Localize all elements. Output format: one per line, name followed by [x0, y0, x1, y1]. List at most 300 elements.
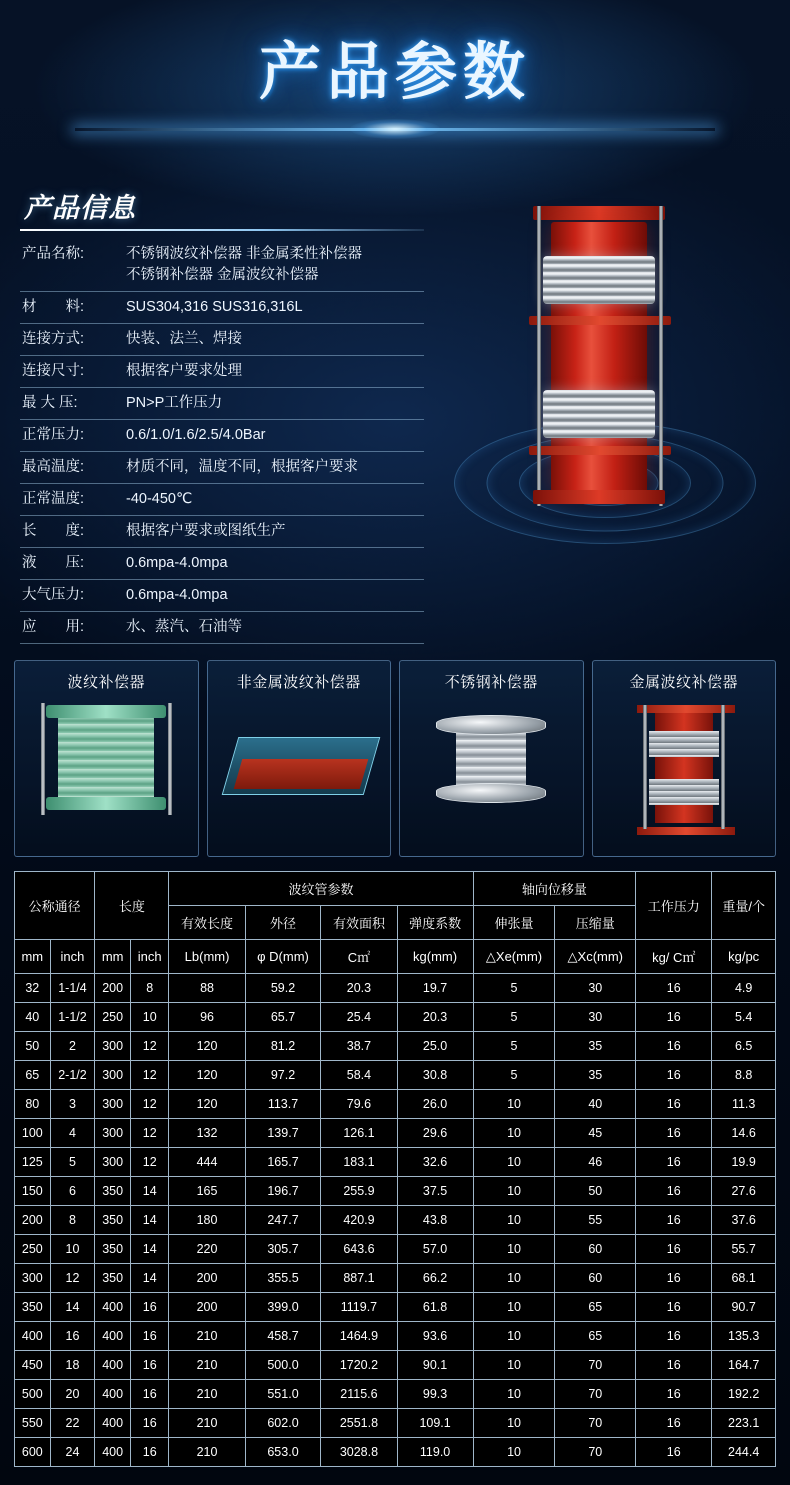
table-cell: 5 — [473, 974, 555, 1003]
table-cell: 14 — [130, 1206, 169, 1235]
table-cell: 27.6 — [712, 1177, 776, 1206]
product-info-left — [18, 180, 438, 644]
table-cell: 10 — [473, 1438, 555, 1467]
info-row — [20, 265, 424, 292]
table-cell: 30.8 — [397, 1061, 473, 1090]
table-cell: 210 — [169, 1322, 245, 1351]
table-cell: 150 — [15, 1177, 51, 1206]
table-cell: 100 — [15, 1119, 51, 1148]
table-cell: 80 — [15, 1090, 51, 1119]
table-cell: 244.4 — [712, 1438, 776, 1467]
table-cell: 45 — [555, 1119, 636, 1148]
table-cell: 120 — [169, 1061, 245, 1090]
th-unit: mm — [15, 940, 51, 974]
table-cell: 16 — [130, 1438, 169, 1467]
table-cell: 55 — [555, 1206, 636, 1235]
table-cell: 5.4 — [712, 1003, 776, 1032]
info-key-empty — [20, 265, 116, 292]
table-cell: 60 — [555, 1235, 636, 1264]
table-cell: 16 — [636, 1322, 712, 1351]
table-cell: 26.0 — [397, 1090, 473, 1119]
table-cell: 3028.8 — [321, 1438, 397, 1467]
info-value: 根据客户要求处理 — [116, 356, 424, 388]
th-bellows-params: 波纹管参数 — [169, 872, 473, 906]
table-cell: 2115.6 — [321, 1380, 397, 1409]
table-cell: 18 — [50, 1351, 95, 1380]
table-cell: 192.2 — [712, 1380, 776, 1409]
th-effective-length: 有效长度 — [169, 906, 245, 940]
table-cell: 400 — [15, 1322, 51, 1351]
spec-table — [14, 871, 776, 1467]
info-key: 产品名称: — [22, 246, 85, 262]
table-cell: 300 — [95, 1061, 131, 1090]
table-cell: 99.3 — [397, 1380, 473, 1409]
table-cell: 16 — [130, 1322, 169, 1351]
table-cell: 20.3 — [397, 1003, 473, 1032]
table-row — [15, 1206, 776, 1235]
table-cell: 210 — [169, 1380, 245, 1409]
table-cell: 40 — [15, 1003, 51, 1032]
table-cell: 135.3 — [712, 1322, 776, 1351]
heading-underline — [20, 229, 424, 231]
table-cell: 43.8 — [397, 1206, 473, 1235]
table-cell: 12 — [130, 1090, 169, 1119]
table-row — [15, 1351, 776, 1380]
th-unit: Lb(mm) — [169, 940, 245, 974]
table-row — [15, 1409, 776, 1438]
info-row — [20, 356, 424, 388]
table-cell: 12 — [130, 1119, 169, 1148]
table-cell: 57.0 — [397, 1235, 473, 1264]
table-cell: 90.1 — [397, 1351, 473, 1380]
th-compression: 压缩量 — [555, 906, 636, 940]
info-key: 材 料: — [20, 292, 116, 324]
table-cell: 350 — [95, 1177, 131, 1206]
table-cell: 16 — [130, 1409, 169, 1438]
table-cell: 887.1 — [321, 1264, 397, 1293]
table-cell: 300 — [95, 1119, 131, 1148]
table-cell: 10 — [473, 1264, 555, 1293]
table-cell: 450 — [15, 1351, 51, 1380]
table-cell: 10 — [473, 1322, 555, 1351]
table-cell: 10 — [473, 1235, 555, 1264]
table-cell: 16 — [130, 1293, 169, 1322]
table-cell: 444 — [169, 1148, 245, 1177]
table-cell: 79.6 — [321, 1090, 397, 1119]
table-row — [15, 1322, 776, 1351]
table-cell: 93.6 — [397, 1322, 473, 1351]
table-cell: 70 — [555, 1351, 636, 1380]
gallery-image-steel-bellows — [400, 697, 583, 850]
info-key: 液 压: — [20, 548, 116, 580]
table-cell: 551.0 — [245, 1380, 321, 1409]
table-cell: 200 — [169, 1293, 245, 1322]
table-cell: 16 — [636, 1061, 712, 1090]
info-row — [20, 612, 424, 644]
table-cell: 88 — [169, 974, 245, 1003]
table-cell: 643.6 — [321, 1235, 397, 1264]
table-cell: 5 — [473, 1003, 555, 1032]
info-row — [20, 452, 424, 484]
table-cell: 210 — [169, 1409, 245, 1438]
table-cell: 16 — [636, 974, 712, 1003]
table-cell: 200 — [169, 1264, 245, 1293]
table-cell: 40 — [555, 1090, 636, 1119]
table-cell: 37.5 — [397, 1177, 473, 1206]
table-cell: 16 — [636, 1438, 712, 1467]
table-cell: 350 — [15, 1293, 51, 1322]
table-cell: 70 — [555, 1409, 636, 1438]
table-cell: 2-1/2 — [50, 1061, 95, 1090]
hero-product-image — [430, 186, 780, 566]
table-cell: 20.3 — [321, 974, 397, 1003]
table-cell: 19.9 — [712, 1148, 776, 1177]
info-value: 水、蒸汽、石油等 — [116, 612, 424, 644]
table-cell: 300 — [95, 1032, 131, 1061]
table-row — [15, 1003, 776, 1032]
table-cell: 4 — [50, 1119, 95, 1148]
table-cell: 1464.9 — [321, 1322, 397, 1351]
info-key: 应 用: — [20, 612, 116, 644]
table-cell: 24 — [50, 1438, 95, 1467]
table-cell: 132 — [169, 1119, 245, 1148]
info-row — [20, 484, 424, 516]
table-cell: 250 — [95, 1003, 131, 1032]
table-cell: 8.8 — [712, 1061, 776, 1090]
table-cell: 6.5 — [712, 1032, 776, 1061]
info-key: 正常温度: — [20, 484, 116, 516]
th-extension: 伸张量 — [473, 906, 555, 940]
info-value: PN>P工作压力 — [116, 388, 424, 420]
product-info-table — [20, 239, 424, 644]
table-cell: 97.2 — [245, 1061, 321, 1090]
table-cell: 602.0 — [245, 1409, 321, 1438]
table-cell: 16 — [636, 1293, 712, 1322]
table-cell: 30 — [555, 974, 636, 1003]
table-cell: 16 — [636, 1264, 712, 1293]
table-cell: 16 — [636, 1409, 712, 1438]
table-cell: 247.7 — [245, 1206, 321, 1235]
table-cell: 35 — [555, 1032, 636, 1061]
table-cell: 10 — [473, 1206, 555, 1235]
table-cell: 10 — [473, 1380, 555, 1409]
th-unit: kg(mm) — [397, 940, 473, 974]
gallery-card[interactable] — [207, 660, 392, 857]
table-row — [15, 1293, 776, 1322]
spec-table-wrap — [0, 857, 790, 1485]
spec-table-body — [15, 974, 776, 1467]
gallery-card[interactable] — [399, 660, 584, 857]
table-row — [15, 1177, 776, 1206]
info-value-line2: 不锈钢补偿器 金属波纹补偿器 — [116, 265, 424, 292]
table-cell: 16 — [636, 1090, 712, 1119]
table-cell: 16 — [636, 1380, 712, 1409]
table-cell: 5 — [50, 1148, 95, 1177]
table-cell: 220 — [169, 1235, 245, 1264]
table-cell: 20 — [50, 1380, 95, 1409]
gallery-image-bellows-green — [15, 697, 198, 850]
table-cell: 120 — [169, 1032, 245, 1061]
table-cell: 305.7 — [245, 1235, 321, 1264]
table-cell: 399.0 — [245, 1293, 321, 1322]
th-unit: mm — [95, 940, 131, 974]
table-cell: 300 — [95, 1148, 131, 1177]
table-cell: 10 — [473, 1293, 555, 1322]
table-cell: 210 — [169, 1351, 245, 1380]
gallery-card-label: 金属波纹补偿器 — [629, 674, 738, 692]
table-cell: 400 — [95, 1380, 131, 1409]
table-cell: 10 — [473, 1351, 555, 1380]
table-row — [15, 1235, 776, 1264]
info-row — [20, 239, 424, 265]
table-cell: 400 — [95, 1351, 131, 1380]
table-cell: 50 — [555, 1177, 636, 1206]
table-cell: 8 — [130, 974, 169, 1003]
table-cell: 400 — [95, 1438, 131, 1467]
th-unit: △Xe(mm) — [473, 940, 555, 974]
table-cell: 65 — [15, 1061, 51, 1090]
table-cell: 350 — [95, 1264, 131, 1293]
info-value: 根据客户要求或图纸生产 — [116, 516, 424, 548]
table-cell: 14 — [130, 1177, 169, 1206]
table-row — [15, 974, 776, 1003]
th-unit: △Xc(mm) — [555, 940, 636, 974]
table-cell: 12 — [130, 1061, 169, 1090]
section-heading: 产品信息 — [24, 193, 136, 223]
table-cell: 59.2 — [245, 974, 321, 1003]
table-cell: 255.9 — [321, 1177, 397, 1206]
info-row — [20, 548, 424, 580]
table-row — [15, 1264, 776, 1293]
info-row — [20, 420, 424, 452]
table-cell: 223.1 — [712, 1409, 776, 1438]
spec-table-group-header-row — [15, 872, 776, 906]
info-value: 0.6/1.0/1.6/2.5/4.0Bar — [116, 420, 424, 452]
table-cell: 68.1 — [712, 1264, 776, 1293]
th-working-pressure: 工作压力 — [636, 872, 712, 940]
compensator-illustration — [525, 200, 675, 510]
table-cell: 400 — [95, 1409, 131, 1438]
table-cell: 16 — [130, 1380, 169, 1409]
table-cell: 165 — [169, 1177, 245, 1206]
table-cell: 164.7 — [712, 1351, 776, 1380]
table-cell: 90.7 — [712, 1293, 776, 1322]
th-unit: kg/pc — [712, 940, 776, 974]
table-cell: 196.7 — [245, 1177, 321, 1206]
table-cell: 16 — [130, 1351, 169, 1380]
info-row — [20, 388, 424, 420]
table-row — [15, 1061, 776, 1090]
table-cell: 600 — [15, 1438, 51, 1467]
th-unit: C㎡ — [321, 940, 397, 974]
table-cell: 16 — [636, 1206, 712, 1235]
info-key: 连接尺寸: — [20, 356, 116, 388]
table-cell: 6 — [50, 1177, 95, 1206]
th-elastic-coefficient: 弹度系数 — [397, 906, 473, 940]
info-row — [20, 516, 424, 548]
table-cell: 16 — [636, 1148, 712, 1177]
table-cell: 50 — [15, 1032, 51, 1061]
th-unit: inch — [130, 940, 169, 974]
table-cell: 10 — [473, 1119, 555, 1148]
table-cell: 16 — [50, 1322, 95, 1351]
th-unit: φ D(mm) — [245, 940, 321, 974]
table-cell: 183.1 — [321, 1148, 397, 1177]
table-cell: 25.4 — [321, 1003, 397, 1032]
table-cell: 125 — [15, 1148, 51, 1177]
info-value: 材质不同，温度不同，根据客户要求 — [116, 452, 424, 484]
table-row — [15, 1032, 776, 1061]
spec-table-unit-row — [15, 940, 776, 974]
table-cell: 210 — [169, 1438, 245, 1467]
gallery-card[interactable] — [14, 660, 199, 857]
th-unit: inch — [50, 940, 95, 974]
table-cell: 5 — [473, 1032, 555, 1061]
table-cell: 46 — [555, 1148, 636, 1177]
info-key: 正常压力: — [20, 420, 116, 452]
table-cell: 37.6 — [712, 1206, 776, 1235]
table-cell: 4.9 — [712, 974, 776, 1003]
th-effective-area: 有效面积 — [321, 906, 397, 940]
info-value: 不锈钢波纹补偿器 非金属柔性补偿器 — [126, 246, 363, 262]
table-cell: 65.7 — [245, 1003, 321, 1032]
info-row — [20, 292, 424, 324]
gallery-card-label: 波纹补偿器 — [67, 674, 145, 692]
table-cell: 8 — [50, 1206, 95, 1235]
info-row — [20, 580, 424, 612]
info-key: 最 大 压: — [20, 388, 116, 420]
banner-glow-line — [75, 128, 715, 131]
table-cell: 60 — [555, 1264, 636, 1293]
table-cell: 38.7 — [321, 1032, 397, 1061]
table-cell: 250 — [15, 1235, 51, 1264]
table-cell: 653.0 — [245, 1438, 321, 1467]
table-cell: 35 — [555, 1061, 636, 1090]
table-cell: 180 — [169, 1206, 245, 1235]
table-cell: 1-1/4 — [50, 974, 95, 1003]
table-cell: 16 — [636, 1177, 712, 1206]
th-axial-displacement: 轴向位移量 — [473, 872, 636, 906]
table-cell: 22 — [50, 1409, 95, 1438]
info-value: 0.6mpa-4.0mpa — [116, 548, 424, 580]
table-cell: 14 — [130, 1264, 169, 1293]
th-unit: kg/ C㎡ — [636, 940, 712, 974]
table-cell: 10 — [473, 1409, 555, 1438]
table-cell: 14 — [50, 1293, 95, 1322]
table-cell: 113.7 — [245, 1090, 321, 1119]
table-cell: 16 — [636, 1351, 712, 1380]
table-cell: 11.3 — [712, 1090, 776, 1119]
table-cell: 550 — [15, 1409, 51, 1438]
table-cell: 350 — [95, 1235, 131, 1264]
table-cell: 1119.7 — [321, 1293, 397, 1322]
page-title: 产品参数 — [258, 35, 531, 108]
table-cell: 400 — [95, 1322, 131, 1351]
table-cell: 16 — [636, 1003, 712, 1032]
table-cell: 350 — [95, 1206, 131, 1235]
table-cell: 16 — [636, 1119, 712, 1148]
table-row — [15, 1438, 776, 1467]
table-cell: 420.9 — [321, 1206, 397, 1235]
table-cell: 96 — [169, 1003, 245, 1032]
banner — [0, 0, 790, 170]
table-cell: 400 — [95, 1293, 131, 1322]
table-cell: 10 — [50, 1235, 95, 1264]
product-gallery — [0, 652, 790, 857]
gallery-card[interactable] — [592, 660, 777, 857]
table-cell: 200 — [15, 1206, 51, 1235]
table-cell: 70 — [555, 1438, 636, 1467]
table-cell: 30 — [555, 1003, 636, 1032]
table-cell: 10 — [473, 1177, 555, 1206]
th-outer-diameter: 外径 — [245, 906, 321, 940]
table-cell: 119.0 — [397, 1438, 473, 1467]
table-cell: 19.7 — [397, 974, 473, 1003]
table-cell: 10 — [473, 1090, 555, 1119]
table-cell: 32.6 — [397, 1148, 473, 1177]
table-cell: 32 — [15, 974, 51, 1003]
table-cell: 2 — [50, 1032, 95, 1061]
table-cell: 355.5 — [245, 1264, 321, 1293]
info-value: -40-450℃ — [116, 484, 424, 516]
table-cell: 1-1/2 — [50, 1003, 95, 1032]
table-cell: 2551.8 — [321, 1409, 397, 1438]
table-cell: 500.0 — [245, 1351, 321, 1380]
table-cell: 12 — [130, 1032, 169, 1061]
table-cell: 458.7 — [245, 1322, 321, 1351]
table-cell: 65 — [555, 1293, 636, 1322]
table-cell: 126.1 — [321, 1119, 397, 1148]
info-value: 0.6mpa-4.0mpa — [116, 580, 424, 612]
table-cell: 12 — [130, 1148, 169, 1177]
table-cell: 16 — [636, 1032, 712, 1061]
info-key: 最高温度: — [20, 452, 116, 484]
table-cell: 29.6 — [397, 1119, 473, 1148]
th-weight: 重量/个 — [712, 872, 776, 940]
gallery-image-fabric-rect — [208, 697, 391, 850]
table-cell: 120 — [169, 1090, 245, 1119]
table-row — [15, 1119, 776, 1148]
th-nominal-diameter: 公称通径 — [15, 872, 95, 940]
table-cell: 55.7 — [712, 1235, 776, 1264]
table-cell: 300 — [15, 1264, 51, 1293]
table-cell: 1720.2 — [321, 1351, 397, 1380]
th-length: 长度 — [95, 872, 169, 940]
table-cell: 165.7 — [245, 1148, 321, 1177]
info-key: 连接方式: — [20, 324, 116, 356]
table-cell: 25.0 — [397, 1032, 473, 1061]
gallery-card-label: 非金属波纹补偿器 — [236, 674, 361, 692]
table-cell: 16 — [636, 1235, 712, 1264]
table-cell: 500 — [15, 1380, 51, 1409]
table-cell: 58.4 — [321, 1061, 397, 1090]
table-cell: 65 — [555, 1322, 636, 1351]
table-cell: 10 — [473, 1148, 555, 1177]
table-cell: 109.1 — [397, 1409, 473, 1438]
table-cell: 81.2 — [245, 1032, 321, 1061]
table-cell: 14 — [130, 1235, 169, 1264]
info-row — [20, 324, 424, 356]
spec-table-head — [15, 872, 776, 974]
table-cell: 66.2 — [397, 1264, 473, 1293]
table-cell: 3 — [50, 1090, 95, 1119]
table-cell: 14.6 — [712, 1119, 776, 1148]
table-cell: 5 — [473, 1061, 555, 1090]
table-cell: 70 — [555, 1380, 636, 1409]
info-value: SUS304,316 SUS316,316L — [116, 292, 424, 324]
table-cell: 10 — [130, 1003, 169, 1032]
table-cell: 139.7 — [245, 1119, 321, 1148]
